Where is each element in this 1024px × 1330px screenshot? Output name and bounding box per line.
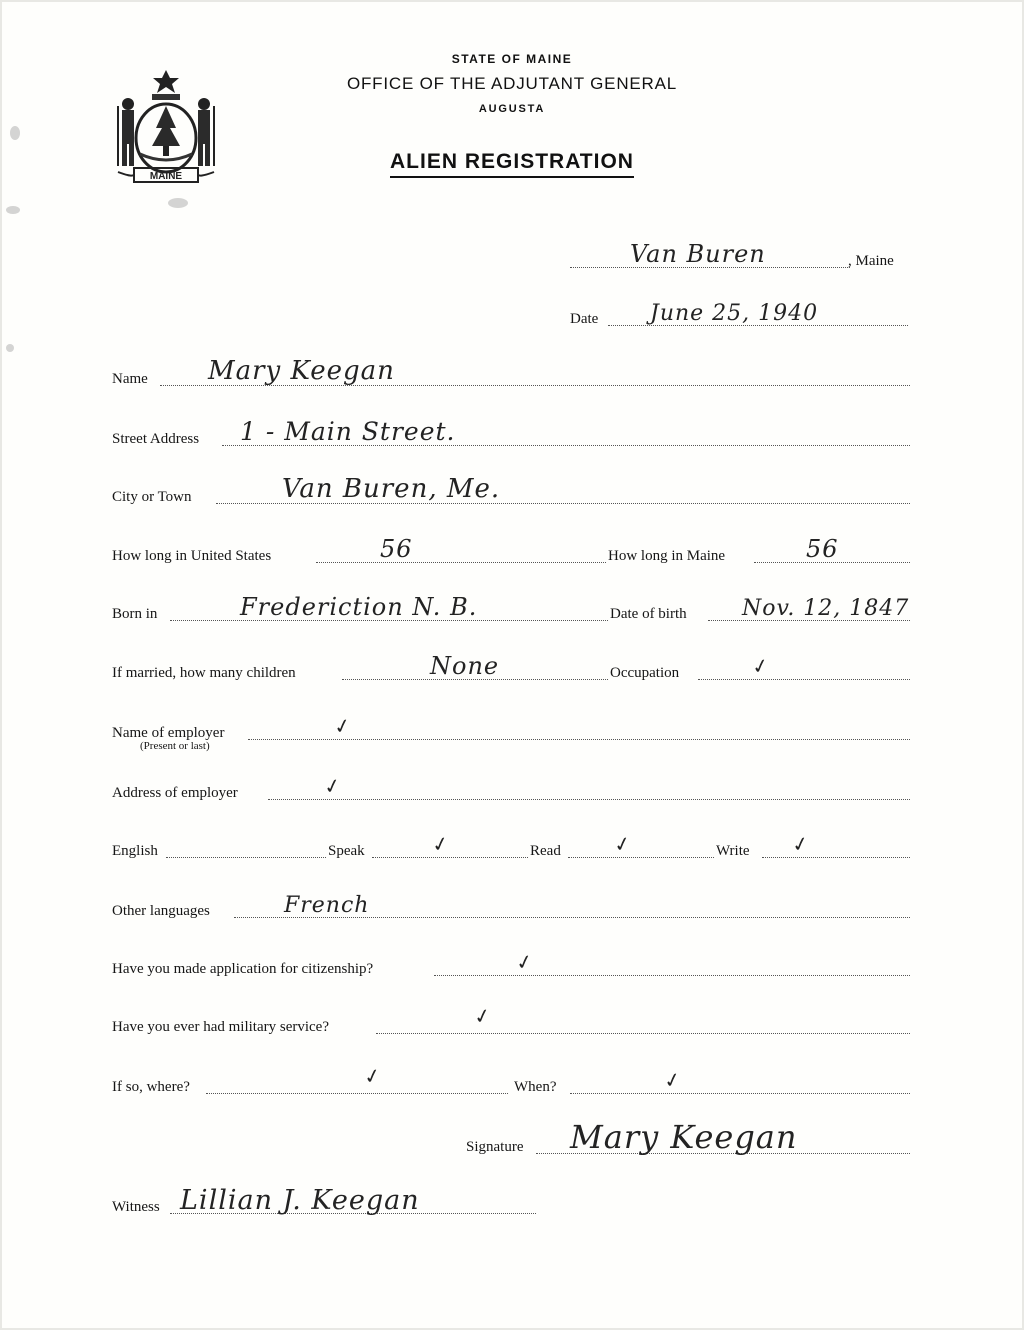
date-value: June 25, 1940 bbox=[650, 301, 819, 326]
birth-row bbox=[112, 593, 910, 623]
signature-value: Mary Keegan bbox=[570, 1118, 798, 1156]
military-row bbox=[112, 1002, 910, 1036]
dob-label: Date of birth bbox=[610, 606, 687, 622]
citizenship-row bbox=[112, 948, 910, 978]
signature-row bbox=[466, 1118, 910, 1156]
write-label: Write bbox=[716, 843, 750, 859]
born-value: Frederiction N. B. bbox=[240, 593, 478, 621]
street-row bbox=[112, 418, 910, 448]
street-label: Street Address bbox=[112, 431, 200, 447]
other-languages-label: Other languages bbox=[112, 903, 210, 919]
paper-speck bbox=[10, 126, 20, 140]
read-check-icon: ✓ bbox=[611, 830, 634, 858]
paper-speck bbox=[168, 198, 188, 208]
header-office: OFFICE OF THE ADJUTANT GENERAL bbox=[346, 74, 678, 93]
residence-row bbox=[112, 535, 910, 565]
where-check-icon: ✓ bbox=[361, 1062, 384, 1090]
when-label: When? bbox=[514, 1079, 557, 1095]
name-label: Name bbox=[112, 371, 148, 387]
city-value: Van Buren, Me. bbox=[282, 474, 501, 504]
speak-check-icon: ✓ bbox=[429, 830, 452, 858]
occupation-check-icon: ✓ bbox=[749, 652, 772, 680]
employer-row bbox=[112, 712, 910, 742]
date-row bbox=[570, 298, 910, 328]
born-label: Born in bbox=[112, 606, 158, 622]
witness-label: Witness bbox=[112, 1199, 160, 1215]
us-years-label: How long in United States bbox=[112, 548, 272, 564]
when-check-icon: ✓ bbox=[661, 1066, 684, 1094]
speak-label: Speak bbox=[328, 843, 365, 859]
employer-label: Name of employer bbox=[112, 725, 225, 741]
city-row bbox=[112, 476, 910, 506]
employer-sublabel: (Present or last) bbox=[140, 740, 210, 752]
english-label: English bbox=[112, 843, 158, 859]
me-years-label: How long in Maine bbox=[608, 548, 726, 564]
street-value: 1 - Main Street. bbox=[240, 417, 456, 446]
employer-check-icon: ✓ bbox=[331, 712, 354, 740]
header-city: AUGUSTA bbox=[478, 103, 546, 115]
witness-row bbox=[112, 1186, 536, 1216]
name-row bbox=[112, 358, 910, 388]
employer-address-label: Address of employer bbox=[112, 785, 238, 801]
employer-address-row bbox=[112, 772, 910, 802]
me-years-value: 56 bbox=[806, 535, 839, 563]
citizenship-label: Have you made application for citizenship? bbox=[112, 961, 374, 977]
occupation-label: Occupation bbox=[610, 665, 680, 681]
children-row bbox=[112, 652, 910, 682]
place-value: Van Buren bbox=[630, 240, 766, 268]
place-suffix: , Maine bbox=[848, 253, 894, 269]
other-languages-row bbox=[112, 890, 910, 920]
where-when-row bbox=[112, 1062, 910, 1096]
military-label: Have you ever had military service? bbox=[112, 1019, 329, 1035]
children-label: If married, how many children bbox=[112, 665, 296, 681]
paper-speck bbox=[6, 206, 20, 214]
svg-text:MAINE: MAINE bbox=[149, 171, 183, 182]
citizenship-check-icon: ✓ bbox=[513, 948, 536, 976]
date-label: Date bbox=[570, 311, 599, 327]
form-title: ALIEN REGISTRATION bbox=[0, 150, 1024, 174]
dob-value: Nov. 12, 1847 bbox=[742, 596, 910, 621]
military-check-icon: ✓ bbox=[471, 1002, 494, 1030]
children-value: None bbox=[430, 652, 500, 680]
read-label: Read bbox=[530, 843, 561, 859]
witness-value: Lillian J. Keegan bbox=[180, 1185, 420, 1216]
signature-label: Signature bbox=[466, 1139, 524, 1155]
other-languages-value: French bbox=[284, 893, 370, 918]
name-value: Mary Keegan bbox=[208, 356, 395, 386]
us-years-value: 56 bbox=[380, 535, 413, 563]
english-row bbox=[112, 830, 910, 860]
header-state: STATE OF MAINE bbox=[451, 52, 573, 66]
place-row bbox=[560, 240, 920, 270]
paper-speck bbox=[6, 344, 14, 352]
write-check-icon: ✓ bbox=[789, 830, 812, 858]
city-label: City or Town bbox=[112, 489, 192, 505]
employer-address-check-icon: ✓ bbox=[321, 772, 344, 800]
where-label: If so, where? bbox=[112, 1079, 190, 1095]
